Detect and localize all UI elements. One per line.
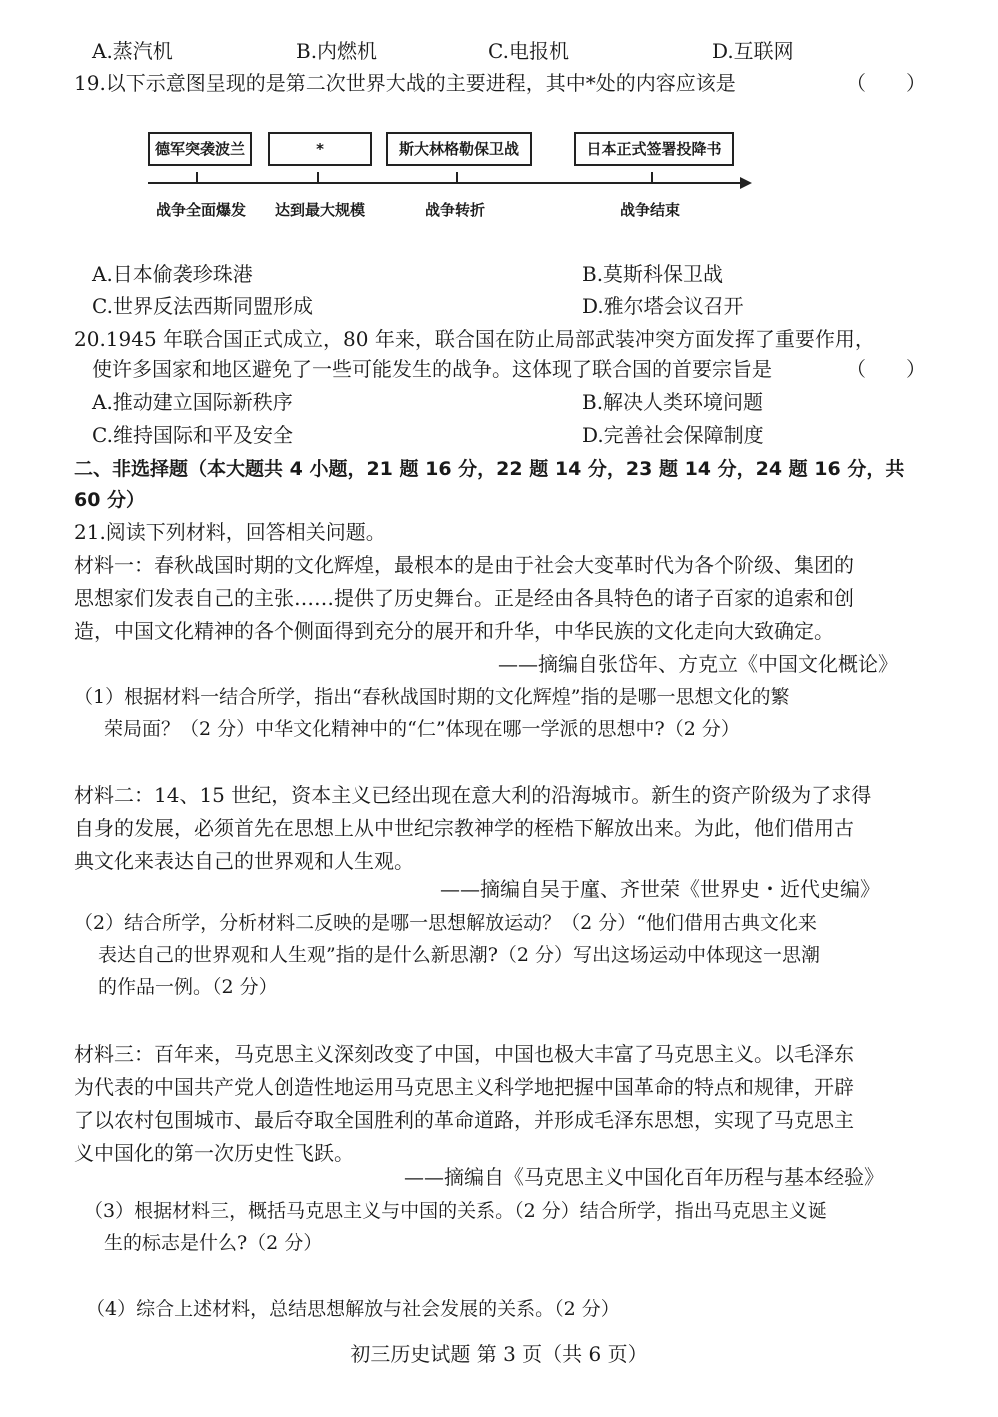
q19-answer-paren[interactable]: （ ） <box>846 71 926 95</box>
diagram-label-war-outbreak: 战争全面爆发 <box>156 201 247 219</box>
q21-sub1-line: 荣局面？（2 分）中华文化精神中的“仁”体现在哪一学派的思想中?（2 分） <box>104 718 740 740</box>
material3-line: 为代表的中国共产党人创造性地运用马克思主义科学地把握中国革命的特点和规律，开辟 <box>74 1075 854 1099</box>
diagram-box-invasion-poland: 德军突袭波兰 <box>148 132 252 166</box>
q20-option-a: A.推动建立国际新秩序 <box>92 390 293 414</box>
material1-source: ——摘编自张岱年、方克立《中国文化概论》 <box>498 652 898 676</box>
diagram-label-turning-point: 战争转折 <box>425 201 486 219</box>
material3-line: 材料三：百年来，马克思主义深刻改变了中国，中国也极大丰富了马克思主义。以毛泽东 <box>74 1042 854 1066</box>
page-footer: 初三历史试题 第 3 页（共 6 页） <box>350 1342 648 1366</box>
q19-option-d: D.雅尔塔会议召开 <box>582 294 744 318</box>
diagram-box-stalingrad: 斯大林格勒保卫战 <box>386 132 532 166</box>
q20-option-b: B.解决人类环境问题 <box>582 390 764 414</box>
section2-heading-line1: 二、非选择题（本大题共 4 小题，21 题 16 分，22 题 14 分，23 题 14 分，24 题 16 分，共 <box>74 458 905 480</box>
q21-sub3-line: 生的标志是什么?（2 分） <box>104 1232 323 1254</box>
ww2-timeline-diagram <box>140 120 760 230</box>
q21-sub3-line: （3）根据材料三，概括马克思主义与中国的关系。（2 分）结合所学，指出马克思主义诞 <box>84 1200 827 1222</box>
q20-option-d: D.完善社会保障制度 <box>582 423 764 447</box>
q20-stem-line2: 使许多国家和地区避免了一些可能发生的战争。这体现了联合国的首要宗旨是 <box>92 357 772 381</box>
diagram-box-japan-surrender: 日本正式签署投降书 <box>574 132 734 166</box>
material3-line: 了以农村包围城市、最后夺取全国胜利的革命道路，并形成毛泽东思想，实现了马克思主 <box>74 1108 854 1132</box>
diagram-label-war-end: 战争结束 <box>620 201 681 219</box>
section2-heading-line2: 60 分） <box>74 489 146 511</box>
material3-source: ——摘编自《马克思主义中国化百年历程与基本经验》 <box>404 1165 884 1189</box>
q21-sub2-line: 的作品一例。（2 分） <box>98 976 278 998</box>
diagram-box-blank: * <box>268 132 372 166</box>
material2-line: 典文化来表达自己的世界观和人生观。 <box>74 849 414 873</box>
q21-sub4: （4）综合上述材料，总结思想解放与社会发展的关系。（2 分） <box>86 1298 620 1320</box>
q18-option-d: D.互联网 <box>712 39 794 63</box>
material2-line: 材料二：14、15 世纪，资本主义已经出现在意大利的沿海城市。新生的资产阶级为了求得 <box>74 783 872 807</box>
q19-option-c: C.世界反法西斯同盟形成 <box>92 294 313 318</box>
material1-line: 材料一：春秋战国时期的文化辉煌，最根本的是由于社会大变革时代为各个阶级、集团的 <box>74 553 854 577</box>
q19-stem: 19.以下示意图呈现的是第二次世界大战的主要进程，其中*处的内容应该是 <box>74 71 736 95</box>
q18-option-a: A.蒸汽机 <box>92 39 173 63</box>
q19-option-a: A.日本偷袭珍珠港 <box>92 262 253 286</box>
q20-option-c: C.维持国际和平及安全 <box>92 423 293 447</box>
q21-sub2-line: 表达自己的世界观和人生观”指的是什么新思潮?（2 分）写出这场运动中体现这一思潮 <box>98 944 821 966</box>
material3-line: 义中国化的第一次历史性飞跃。 <box>74 1141 354 1165</box>
q21-sub2-line: （2）结合所学，分析材料二反映的是哪一思想解放运动？（2 分）“他们借用古典文化来 <box>74 912 817 934</box>
q20-answer-paren[interactable]: （ ） <box>846 357 926 381</box>
material2-line: 自身的发展，必须首先在思想上从中世纪宗教神学的桎梏下解放出来。为此，他们借用古 <box>74 816 854 840</box>
q20-stem-line1: 20.1945 年联合国正式成立，80 年来，联合国在防止局部武装冲突方面发挥了重要作用， <box>74 327 875 351</box>
q18-option-b: B.内燃机 <box>296 39 378 63</box>
material2-source: ——摘编自吴于廑、齐世荣《世界史・近代史编》 <box>440 877 880 901</box>
q19-option-b: B.莫斯科保卫战 <box>582 262 724 286</box>
q21-sub1-line: （1）根据材料一结合所学，指出“春秋战国时期的文化辉煌”指的是哪一思想文化的繁 <box>74 686 790 708</box>
q18-option-c: C.电报机 <box>488 39 569 63</box>
material1-line: 造，中国文化精神的各个侧面得到充分的展开和升华，中华民族的文化走向大致确定。 <box>74 619 834 643</box>
q21-intro: 21.阅读下列材料，回答相关问题。 <box>74 520 386 544</box>
material1-line: 思想家们发表自己的主张……提供了历史舞台。正是经由各具特色的诸子百家的追索和创 <box>74 586 854 610</box>
diagram-label-max-scale: 达到最大规模 <box>275 201 366 219</box>
